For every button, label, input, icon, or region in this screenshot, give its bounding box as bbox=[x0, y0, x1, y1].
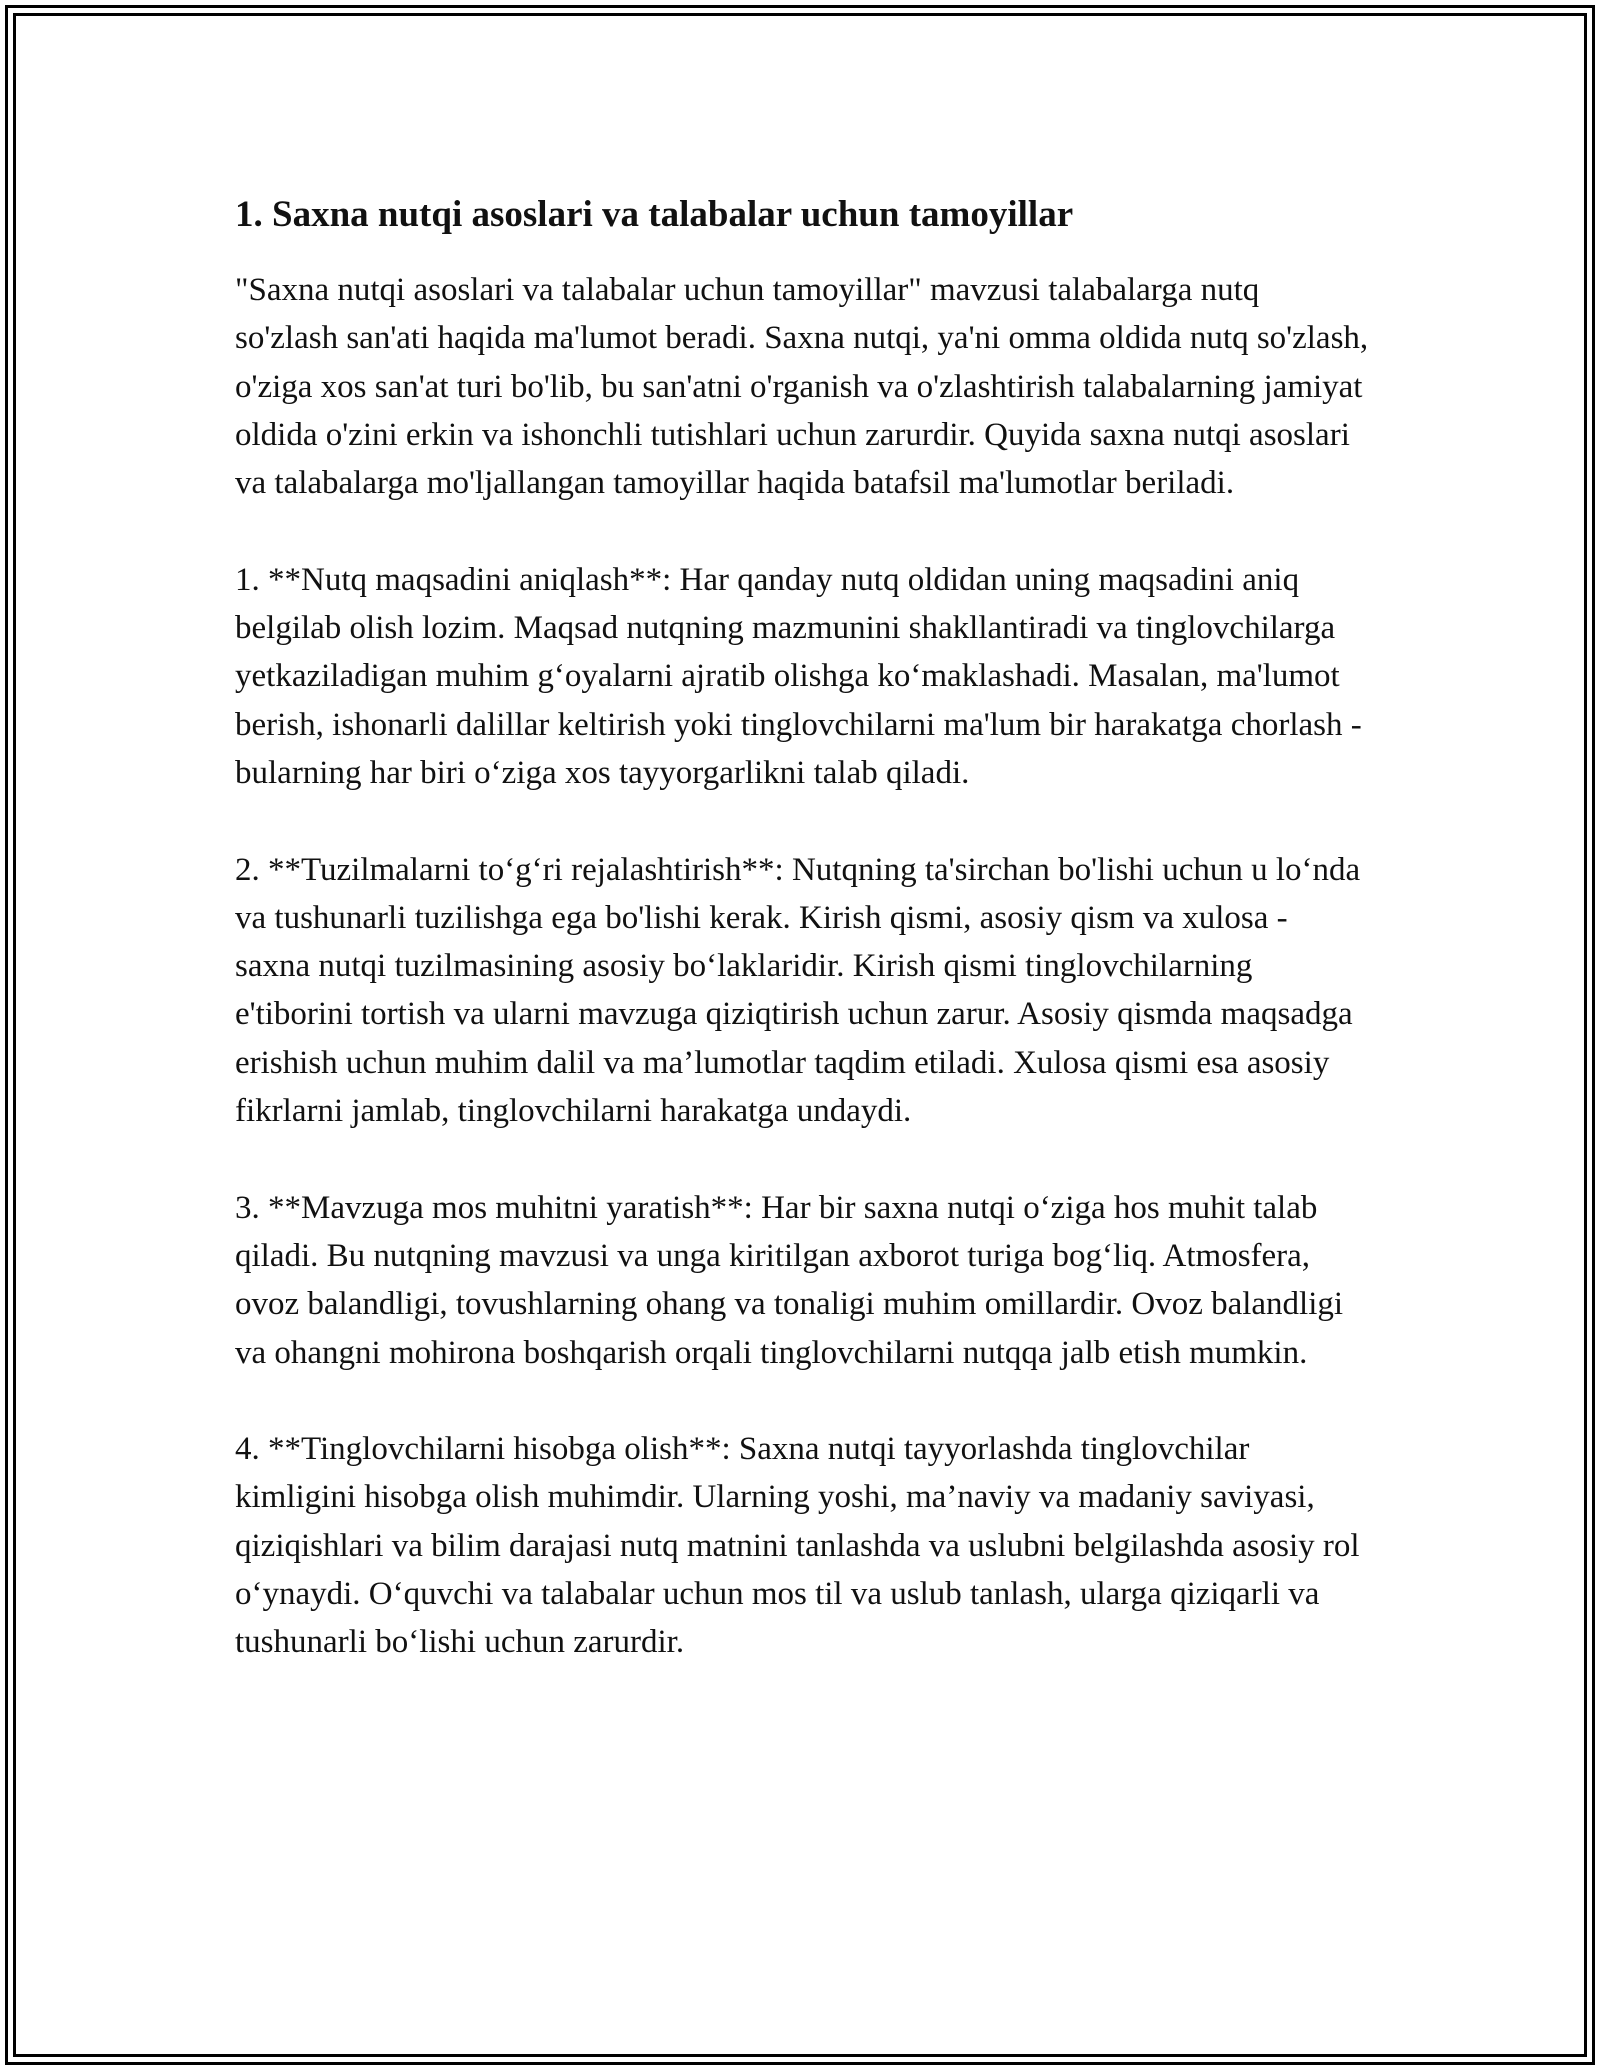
principle-paragraph-2: 2. **Tuzilmalarni to‘g‘ri rejalashtirish**: Nutqning ta'sirchan bo'lishi uchun u lo‘nda va tushunarli tuzilishga ega bo'lishi kerak. Kirish qismi, asosiy qism va xulosa - saxna nutqi tuzilmasining asosiy bo‘laklaridir. Kirish qismi tinglovchilarning e'tiborini tortish va ularni mavzuga qiziqtirish uchun zarur. Asosiy qismda maqsadga erishish uchun muhim dalil va ma’lumotlar taqdim etiladi. Xulosa qismi esa asosiy fikrlarni jamlab, tinglovchilarni harakatga undaydi. bbox=[235, 851, 1361, 1130]
intro-paragraph: "Saxna nutqi asoslari va talabalar uchun tamoyillar" mavzusi talabalarga nutq so'zlash san'ati haqida ma'lumot beradi. Saxna nutqi, ya'ni omma oldida nutq so'zlash, o'ziga xos san'at turi bo'lib, bu san'atni o'rganish va o'zlashtirish talabalarning jamiyat oldida o'zini erkin va ishonchli tutishlari uchun zarurdir. Quyida saxna nutqi asoslari va talabalarga mo'ljallangan tamoyillar haqida batafsil ma'lumotlar beriladi. bbox=[235, 272, 1369, 502]
principle-paragraph-3: 3. **Mavzuga mos muhitni yaratish**: Har bir saxna nutqi o‘ziga hos muhit talab qiladi. Bu nutqning mavzusi va unga kiritilgan axborot turiga bog‘liq. Atmosfera, ovoz balandligi, tovushlarning ohang va tonaligi muhim omillardir. Ovoz balandligi va ohangni mohirona boshqarish orqali tinglovchilarni nutqqa jalb etish mumkin. bbox=[235, 1189, 1344, 1371]
document-body bbox=[235, 186, 1370, 1715]
section-title: 1. Saxna nutqi asoslari va talabalar uchun tamoyillar bbox=[235, 194, 1074, 235]
principle-paragraph-1: 1. **Nutq maqsadini aniqlash**: Har qanday nutq oldidan uning maqsadini aniq belgilab olish lozim. Maqsad nutqning mazmunini shakllantiradi va tinglovchilarga yetkaziladigan muhim g‘oyalarni ajratib olishga ko‘maklashadi. Masalan, ma'lumot berish, ishonarli dalillar keltirish yoki tinglovchilarni ma'lum bir harakatga chorlash - bularning har biri o‘ziga xos tayyorgarlikni talab qiladi. bbox=[235, 561, 1362, 791]
principle-paragraph-4: 4. **Tinglovchilarni hisobga olish**: Saxna nutqi tayyorlashda tinglovchilar kimligini hisobga olish muhimdir. Ularning yoshi, ma’naviy va madaniy saviyasi, qiziqishlari va bilim darajasi nutq matnini tanlashda va uslubni belgilashda asosiy rol o‘ynaydi. O‘quvchi va talabalar uchun mos til va uslub tanlash, ularga qiziqarli va tushunarli bo‘lishi uchun zarurdir. bbox=[235, 1431, 1360, 1661]
